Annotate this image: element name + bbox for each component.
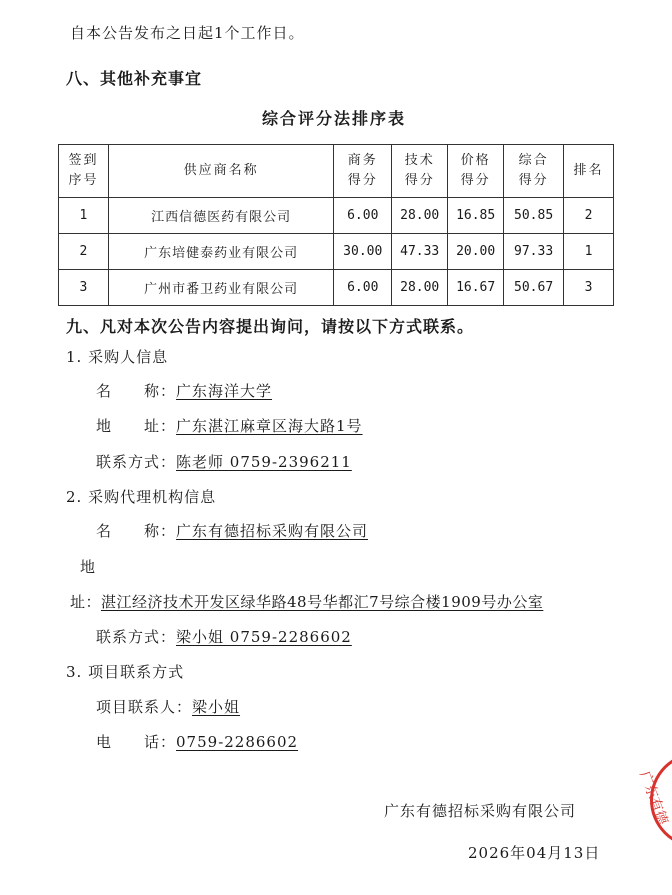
project-person-row xyxy=(96,696,240,717)
footer-date: 2026年04月13日 xyxy=(468,844,601,862)
header-total: 综合 得分 xyxy=(504,145,564,198)
table-row xyxy=(59,198,614,234)
header-price: 价格 得分 xyxy=(448,145,504,198)
agency-contact-value: 梁小姐 0759-2286602 xyxy=(176,628,352,646)
table-title: 综合评分法排序表 xyxy=(262,109,407,128)
purchaser-contact-label: 联系方式： xyxy=(96,453,177,471)
project-phone-row xyxy=(96,731,298,752)
agency-name-value: 广东有德招标采购有限公司 xyxy=(176,522,369,540)
section8-heading: 八、其他补充事宜 xyxy=(66,69,203,88)
header-rank: 排名 xyxy=(564,145,614,198)
cell-business: 30.00 xyxy=(334,234,392,270)
purchaser-name-label: 名 称： xyxy=(96,382,177,400)
agency-contact-label: 联系方式： xyxy=(96,628,177,646)
agency-address-value: 湛江经济技术开发区绿华路48号华都汇7号综合楼1909号办公室 xyxy=(101,593,544,611)
cell-rank: 1 xyxy=(564,234,614,270)
table-row xyxy=(59,234,614,270)
cell-price: 16.67 xyxy=(448,270,504,306)
header-seq: 签到 序号 xyxy=(59,145,109,198)
cell-supplier: 江西信德医药有限公司 xyxy=(108,198,333,234)
purchaser-title: 1. 采购人信息 xyxy=(66,348,169,366)
purchaser-address-value: 广东湛江麻章区海大路1号 xyxy=(176,417,363,435)
purchaser-contact-value: 陈老师 0759-2396211 xyxy=(176,453,352,471)
score-ranking-table xyxy=(58,144,614,306)
agency-address-row xyxy=(70,591,543,612)
header-business: 商务 得分 xyxy=(334,145,392,198)
footer-company: 广东有德招标采购有限公司 xyxy=(384,802,577,820)
agency-address-label-2: 址： xyxy=(70,593,102,611)
intro-line: 自本公告发布之日起1个工作日。 xyxy=(70,24,305,42)
purchaser-name-row xyxy=(96,380,272,401)
header-technical: 技术 得分 xyxy=(392,145,448,198)
cell-total: 50.67 xyxy=(504,270,564,306)
agency-title: 2. 采购代理机构信息 xyxy=(66,488,217,506)
cell-rank: 3 xyxy=(564,270,614,306)
purchaser-name-value: 广东海洋大学 xyxy=(176,382,273,400)
cell-price: 16.85 xyxy=(448,198,504,234)
company-seal-text: 广东有德 xyxy=(636,769,671,828)
cell-business: 6.00 xyxy=(334,270,392,306)
purchaser-contact-row xyxy=(96,451,352,472)
project-title: 3. 项目联系方式 xyxy=(66,663,185,681)
cell-seq: 3 xyxy=(59,270,109,306)
cell-supplier: 广东培健泰药业有限公司 xyxy=(108,234,333,270)
section9-heading: 九、凡对本次公告内容提出询问，请按以下方式联系。 xyxy=(66,317,475,336)
project-person-value: 梁小姐 xyxy=(192,698,241,716)
cell-supplier: 广州市番卫药业有限公司 xyxy=(108,270,333,306)
purchaser-address-row xyxy=(96,415,363,436)
cell-rank: 2 xyxy=(564,198,614,234)
cell-seq: 2 xyxy=(59,234,109,270)
header-supplier: 供应商名称 xyxy=(108,145,333,198)
purchaser-address-label: 地 址： xyxy=(96,417,177,435)
table-header-row xyxy=(59,145,614,198)
cell-total: 97.33 xyxy=(504,234,564,270)
agency-address-label-1: 地 xyxy=(80,558,97,576)
project-person-label: 项目联系人： xyxy=(96,698,193,716)
cell-business: 6.00 xyxy=(334,198,392,234)
cell-technical: 28.00 xyxy=(392,270,448,306)
agency-contact-row xyxy=(96,626,352,647)
project-phone-label: 电 话： xyxy=(96,733,177,751)
project-phone-value: 0759-2286602 xyxy=(176,733,299,751)
cell-total: 50.85 xyxy=(504,198,564,234)
table-row xyxy=(59,270,614,306)
cell-technical: 47.33 xyxy=(392,234,448,270)
cell-price: 20.00 xyxy=(448,234,504,270)
agency-name-row xyxy=(96,520,368,541)
cell-technical: 28.00 xyxy=(392,198,448,234)
agency-name-label: 名 称： xyxy=(96,522,177,540)
cell-seq: 1 xyxy=(59,198,109,234)
